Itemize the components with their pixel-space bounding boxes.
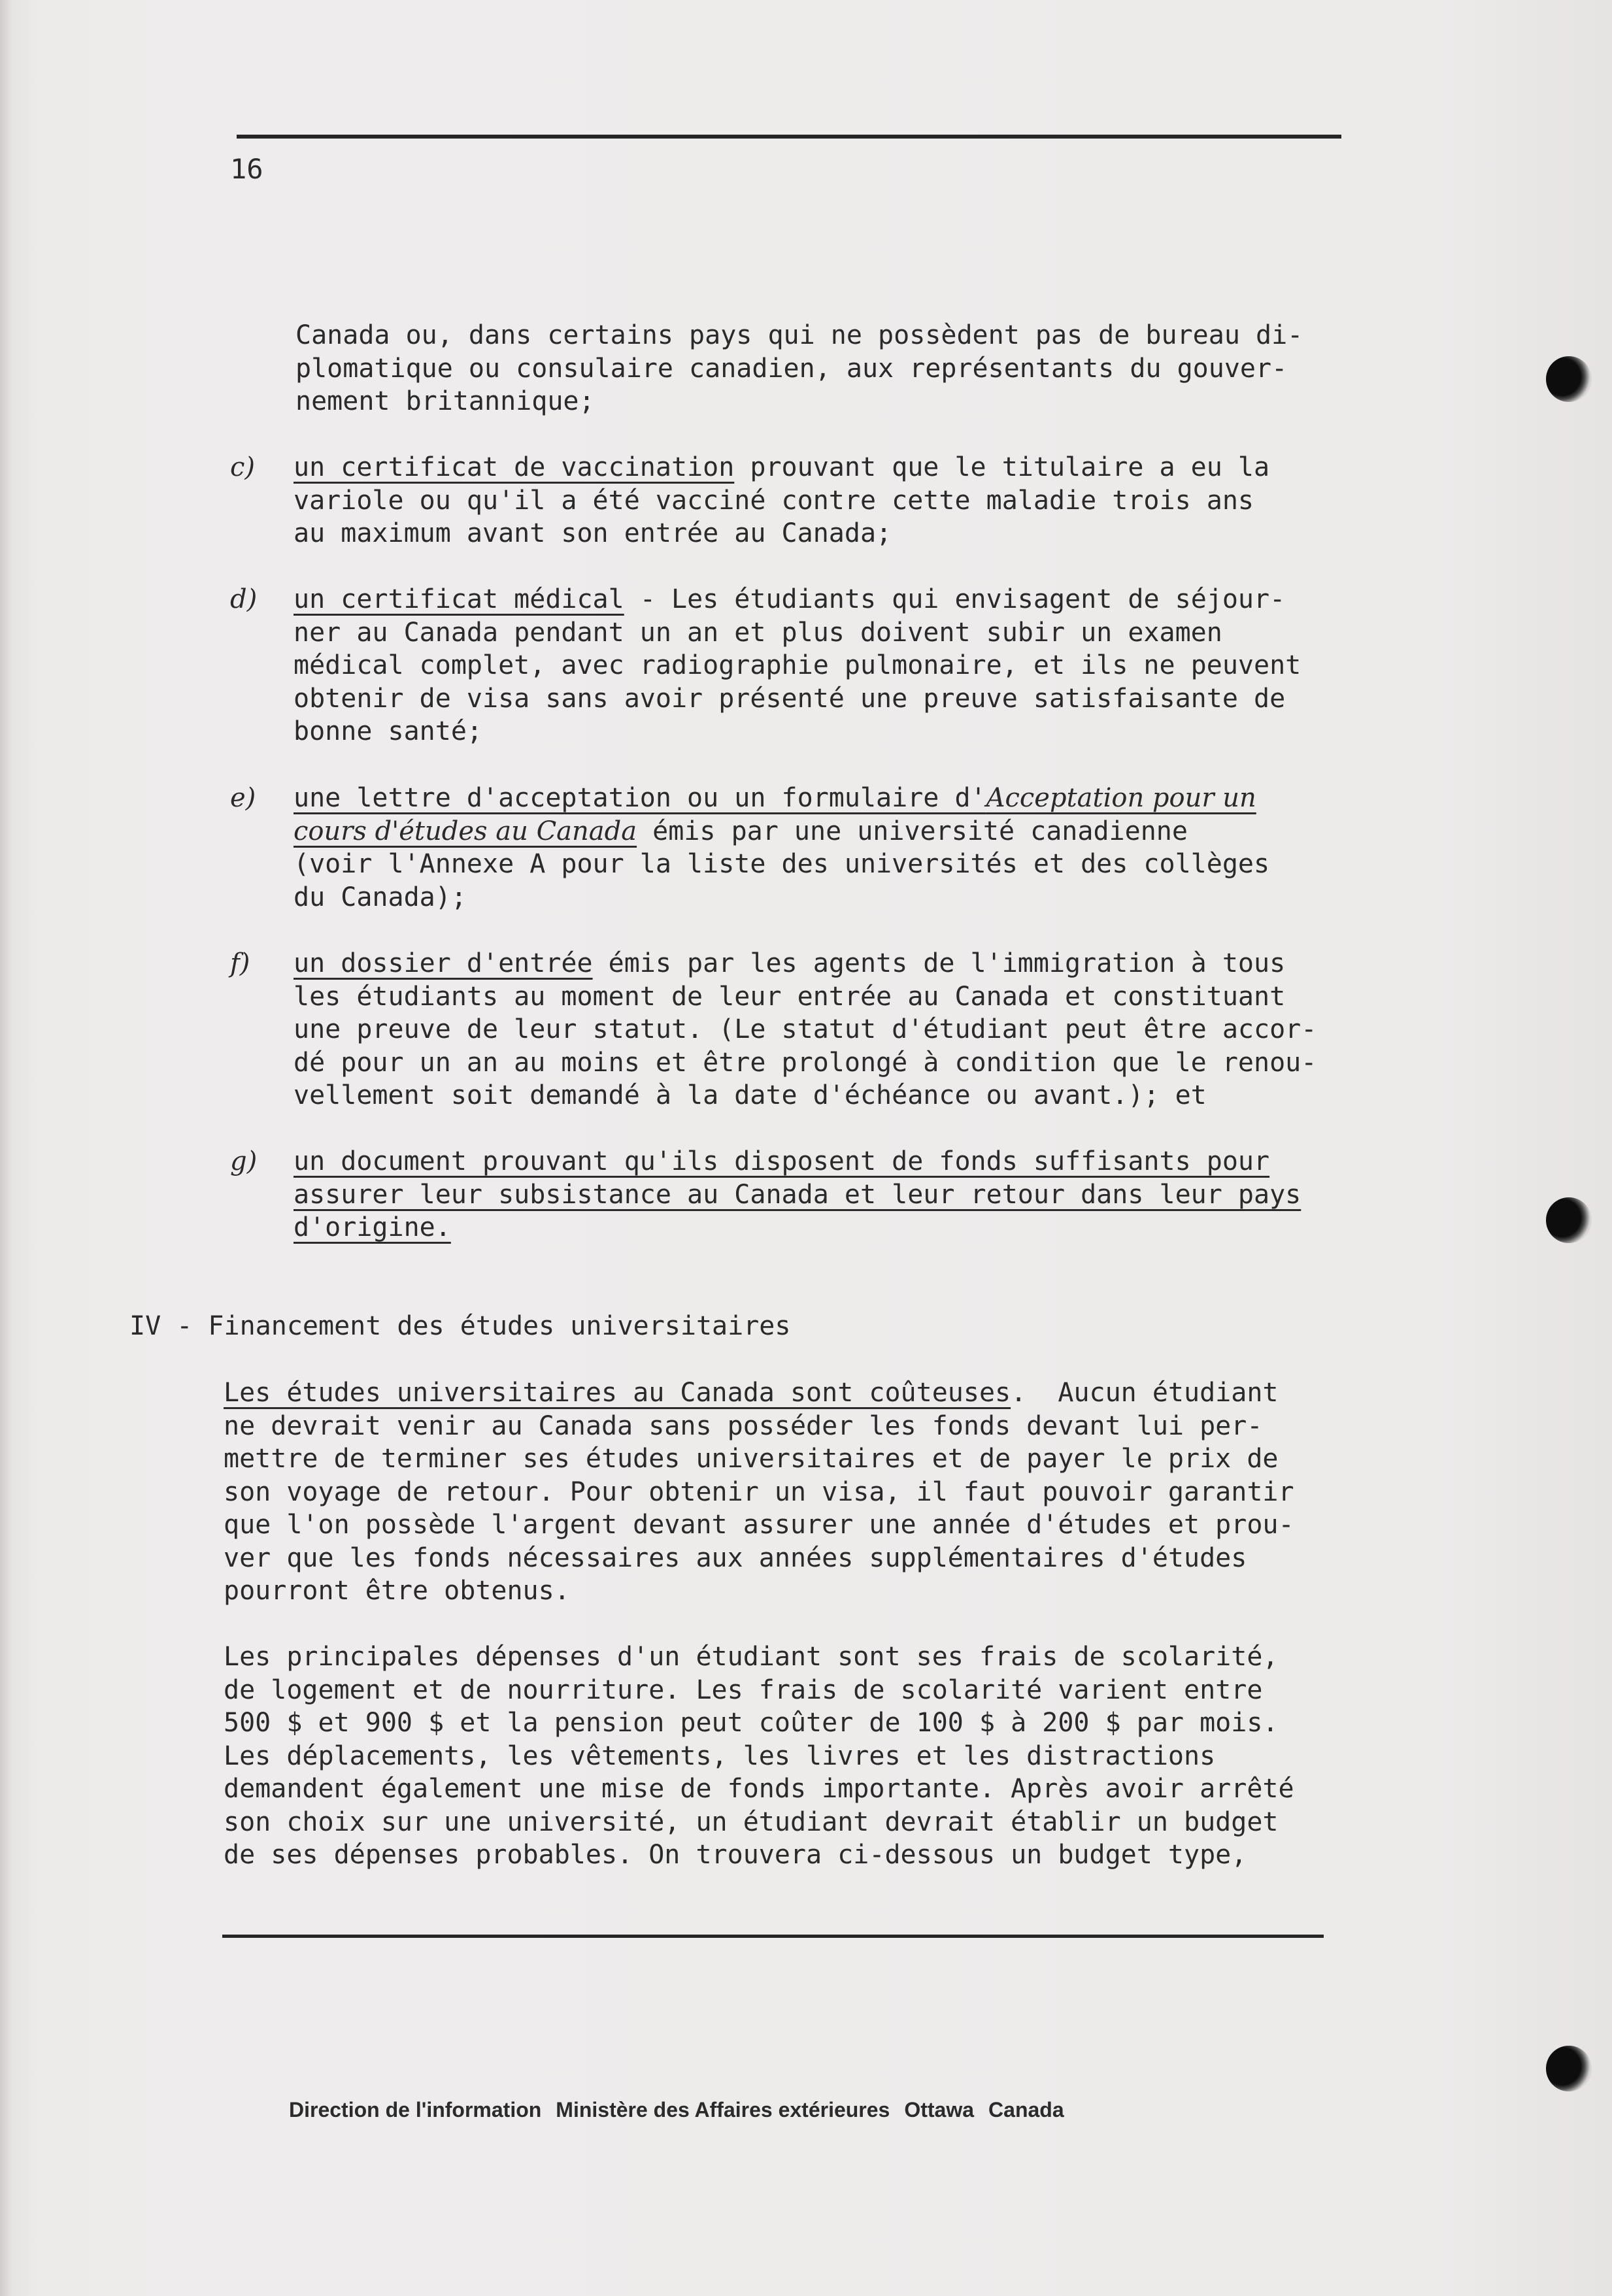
text-line: de ses dépenses probables. On trouvera ci-dessous un budget type, [224,1840,1247,1870]
item-d-paragraph [294,583,1301,748]
text-line: ne devrait venir au Canada sans posséder les fonds devant lui per- [224,1410,1263,1441]
text-line: les étudiants au moment de leur entrée au Canada et constituant [294,981,1286,1012]
text-line: de logement et de nourriture. Les frais de scolarité varient entre [224,1674,1263,1705]
item-f-paragraph [294,947,1317,1112]
footer [289,2098,1079,2122]
item-marker-c: c) [230,452,256,482]
punch-hole [1546,1197,1592,1243]
item-marker-f: f) [230,948,250,978]
text-line: variole ou qu'il a été vacciné contre cette maladie trois ans [294,485,1254,516]
text-span: émis par les agents de l'immigration à tous [592,948,1286,978]
text-line: d'origine. [294,1212,451,1242]
text-line [294,583,1301,616]
section-iv-paragraph-2 [224,1640,1294,1872]
text-line [294,947,1317,980]
item-e-paragraph [294,782,1269,914]
text-line: Les principales dépenses d'un étudiant sont ses frais de scolarité, [224,1642,1279,1672]
text-line: au maximum avant son entrée au Canada; [294,518,892,548]
punch-hole [1546,2046,1592,2091]
footer-city: Ottawa [904,2098,975,2121]
footer-ministry: Ministère des Affaires extérieures [556,2098,890,2121]
text-line: un document prouvant qu'ils disposent de fonds suffisants pour [294,1146,1270,1176]
text-line: obtenir de visa sans avoir présenté une preuve satisfaisante de [294,683,1286,714]
text-line: ver que les fonds nécessaires aux années supplémentaires d'études [224,1542,1247,1573]
item-g-paragraph [294,1145,1301,1244]
text-line: assurer leur subsistance au Canada et leur retour dans leur pays [294,1179,1301,1210]
bottom-rule [222,1935,1324,1938]
footer-directorate: Direction de l'information [289,2098,542,2121]
top-rule [237,135,1341,139]
item-marker-g: g) [230,1146,258,1176]
text-span: . Aucun étudiant [1011,1378,1279,1408]
text-line: ner au Canada pendant un an et plus doivent subir un examen [294,617,1222,648]
text-line: son choix sur une université, un étudiant devrait établir un budget [224,1806,1279,1837]
section-iv-paragraph-1 [224,1376,1294,1608]
text-line: médical complet, avec radiographie pulmonaire, et ils ne peuvent [294,650,1301,680]
section-heading: IV - Financement des études universitaires [129,1311,791,1341]
text-line: nement britannique; [295,386,595,416]
text-line: pourront être obtenus. [224,1576,570,1606]
form-title-italic: cours d'études au Canada [294,816,637,846]
page-number: 16 [230,153,263,185]
underlined-term: un certificat médical [294,584,624,614]
underlined-term: Les études universitaires au Canada sont coûteuses [224,1378,1011,1408]
text-line: 500 $ et 900 $ et la pension peut coûter de 100 $ à 200 $ par mois. [224,1708,1279,1738]
text-line: demandent également une mise de fonds importante. Après avoir arrêté [224,1774,1294,1804]
item-c-paragraph [294,451,1269,550]
text-line [224,1376,1294,1410]
text-span: émis par une université canadienne [637,816,1188,846]
text-line: vellement soit demandé à la date d'échéance ou avant.); et [294,1080,1207,1110]
item-marker-e: e) [230,783,256,813]
text-line: bonne santé; [294,716,482,746]
text-line [294,451,1269,484]
text-line: (voir l'Annexe A pour la liste des universités et des collèges [294,849,1270,879]
underlined-term: une lettre d'acceptation ou un formulaire d' [294,783,986,813]
punch-hole [1546,356,1592,402]
underlined-term: un certificat de vaccination [294,452,735,482]
item-marker-d: d) [230,584,258,614]
text-line: Canada ou, dans certains pays qui ne possèdent pas de bureau di- [295,320,1303,350]
footer-country: Canada [988,2098,1064,2121]
text-line: son voyage de retour. Pour obtenir un visa, il faut pouvoir garantir [224,1476,1294,1507]
text-line: plomatique ou consulaire canadien, aux représentants du gouver- [295,353,1288,384]
underlined-term: un dossier d'entrée [294,948,593,978]
text-line: dé pour un an au moins et être prolongé à condition que le renou- [294,1047,1317,1078]
text-line: mettre de terminer ses études universitaires et de payer le prix de [224,1444,1279,1474]
text-line: que l'on possède l'argent devant assurer une année d'études et prou- [224,1510,1294,1540]
binding-shadow [0,0,12,2296]
form-title-italic: Acceptation pour un [986,783,1256,813]
intro-paragraph [295,319,1303,418]
text-line: du Canada); [294,882,467,912]
text-line: une preuve de leur statut. (Le statut d'étudiant peut être accor- [294,1014,1317,1044]
text-line [294,782,1269,815]
text-span: prouvant que le titulaire a eu la [734,452,1270,482]
text-line [294,815,1269,848]
text-line: Les déplacements, les vêtements, les livres et les distractions [224,1740,1216,1771]
text-span: - Les étudiants qui envisagent de séjour- [624,584,1286,614]
